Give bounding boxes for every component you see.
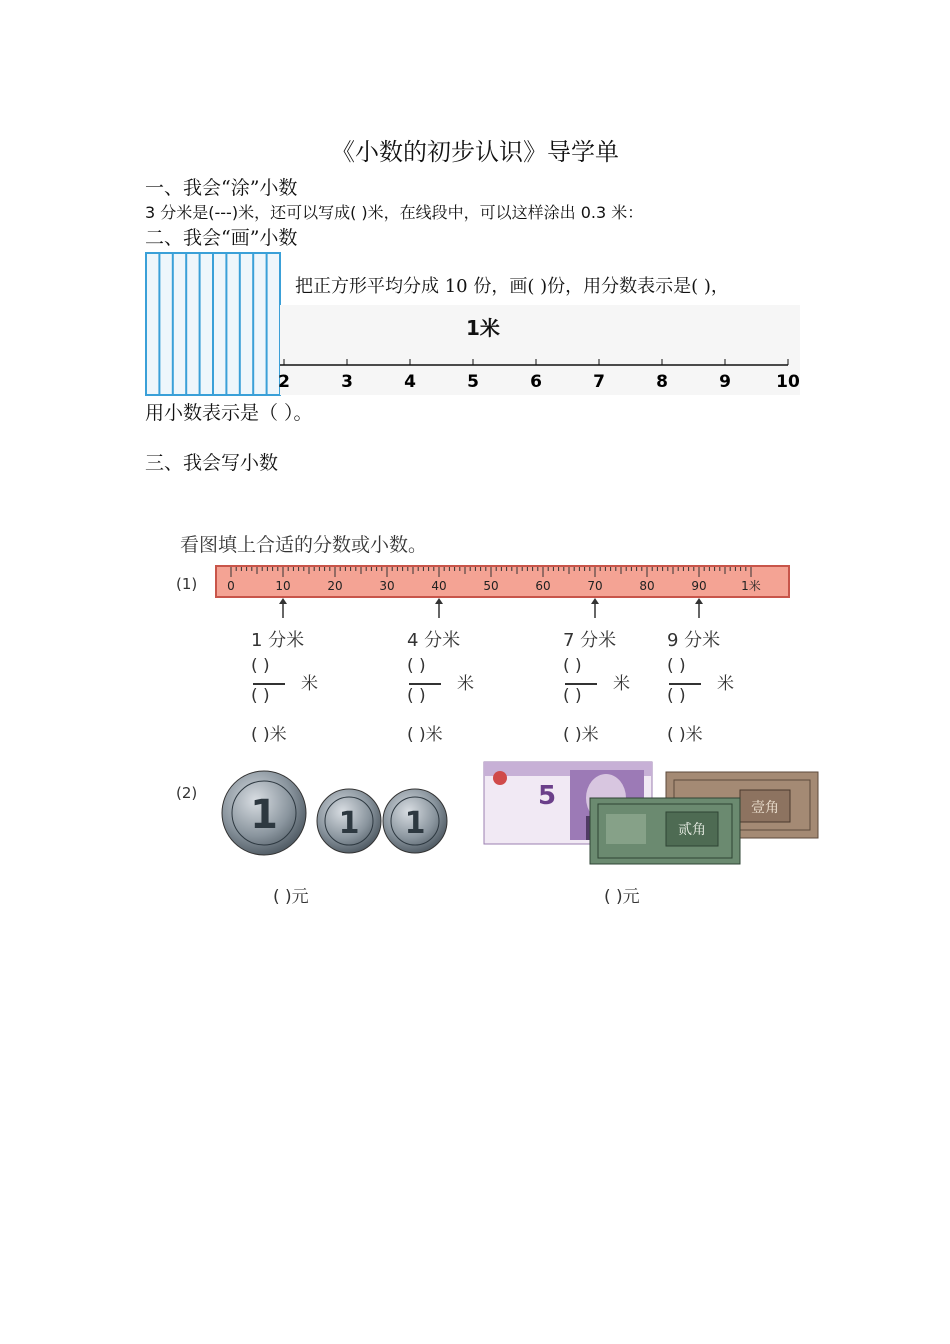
- fraction-bar: [669, 683, 701, 685]
- meter-ruler: [215, 565, 791, 603]
- page-title: 《小数的初步认识》导学单: [331, 138, 619, 166]
- section3-prompt: 看图填上合适的分数或小数。: [180, 534, 428, 556]
- fraction-denominator-blank[interactable]: ( ): [407, 686, 426, 706]
- number-line-tick-label: 4: [404, 372, 416, 392]
- q1-label: (1): [176, 575, 198, 593]
- svg-text:1: 1: [250, 792, 278, 838]
- fraction-numerator-blank[interactable]: ( ): [251, 656, 270, 676]
- unit-mi: 米: [613, 674, 630, 694]
- pointer-arrow: [278, 598, 288, 618]
- section1-heading: 一、我会“涂”小数: [145, 177, 298, 199]
- svg-text:壹角: 壹角: [751, 800, 779, 816]
- fraction-denominator-blank[interactable]: ( ): [251, 686, 270, 706]
- number-line-tick-label: 2: [278, 372, 290, 392]
- number-line-tick-label: 10: [776, 372, 800, 392]
- coin-large: [222, 771, 306, 855]
- banknotes-image: [478, 758, 823, 872]
- decimal-blank[interactable]: ( )米: [251, 725, 287, 745]
- coins-answer-blank[interactable]: ( )元: [273, 887, 309, 907]
- svg-text:贰角: 贰角: [678, 822, 706, 838]
- ruler-number: 70: [587, 579, 603, 593]
- decimal-blank[interactable]: ( )米: [667, 725, 703, 745]
- number-line-tick-label: 8: [656, 372, 668, 392]
- svg-text:1: 1: [338, 806, 360, 841]
- svg-text:1: 1: [404, 806, 426, 841]
- coin-small-2: [383, 789, 447, 853]
- ruler-label: 1米: [466, 316, 500, 340]
- item-label: 1 分米: [251, 630, 305, 651]
- svg-text:5: 5: [538, 781, 557, 811]
- ruler-number: 60: [535, 579, 551, 593]
- section3-heading: 三、我会写小数: [145, 452, 279, 474]
- notes-answer-blank[interactable]: ( )元: [604, 887, 640, 907]
- q2-label: (2): [176, 784, 198, 802]
- decimal-blank[interactable]: ( )米: [563, 725, 599, 745]
- decimal-blank[interactable]: ( )米: [407, 725, 443, 745]
- ruler-number: 80: [639, 579, 655, 593]
- fraction-numerator-blank[interactable]: ( ): [667, 656, 686, 676]
- pointer-arrow: [434, 598, 444, 618]
- number-line-tick-label: 5: [467, 372, 479, 392]
- number-line-tick-label: 3: [341, 372, 353, 392]
- fraction-numerator-blank[interactable]: ( ): [407, 656, 426, 676]
- coins-image: [220, 770, 452, 864]
- ten-part-square: [145, 252, 282, 400]
- pointer-arrow: [590, 598, 600, 618]
- note-er-jiao: [590, 798, 740, 864]
- section2-instruction: 把正方形平均分成 10 份，画( )份，用分数表示是( )，: [295, 276, 729, 297]
- unit-mi: 米: [301, 674, 318, 694]
- number-line-tick-label: 6: [530, 372, 542, 392]
- unit-mi: 米: [717, 674, 734, 694]
- fraction-denominator-blank[interactable]: ( ): [563, 686, 582, 706]
- item-label: 4 分米: [407, 630, 461, 651]
- coin-small-1: [317, 789, 381, 853]
- ruler-number: 10: [275, 579, 291, 593]
- ruler-number: 40: [431, 579, 447, 593]
- item-label: 9 分米: [667, 630, 721, 651]
- number-line-tick-label: 7: [593, 372, 605, 392]
- number-line-tick-label: 9: [719, 372, 731, 392]
- number-line: [280, 305, 800, 399]
- ruler-number: 50: [483, 579, 499, 593]
- fraction-bar: [253, 683, 285, 685]
- pointer-arrow: [694, 598, 704, 618]
- fraction-numerator-blank[interactable]: ( ): [563, 656, 582, 676]
- fraction-bar: [409, 683, 441, 685]
- section2-heading: 二、我会“画”小数: [145, 227, 298, 249]
- section1-line: 3 分米是(---)米，还可以写成( )米，在线段中，可以这样涂出 0.3 米：: [145, 203, 644, 222]
- item-label: 7 分米: [563, 630, 617, 651]
- ruler-number: 30: [379, 579, 395, 593]
- fraction-denominator-blank[interactable]: ( ): [667, 686, 686, 706]
- ruler-number: 20: [327, 579, 343, 593]
- unit-mi: 米: [457, 674, 474, 694]
- ruler-number: 0: [227, 579, 235, 593]
- ruler-number: 90: [691, 579, 707, 593]
- section2-instruction2: 用小数表示是（ ）。: [145, 402, 313, 424]
- fraction-bar: [565, 683, 597, 685]
- ruler-number: 1米: [741, 579, 761, 593]
